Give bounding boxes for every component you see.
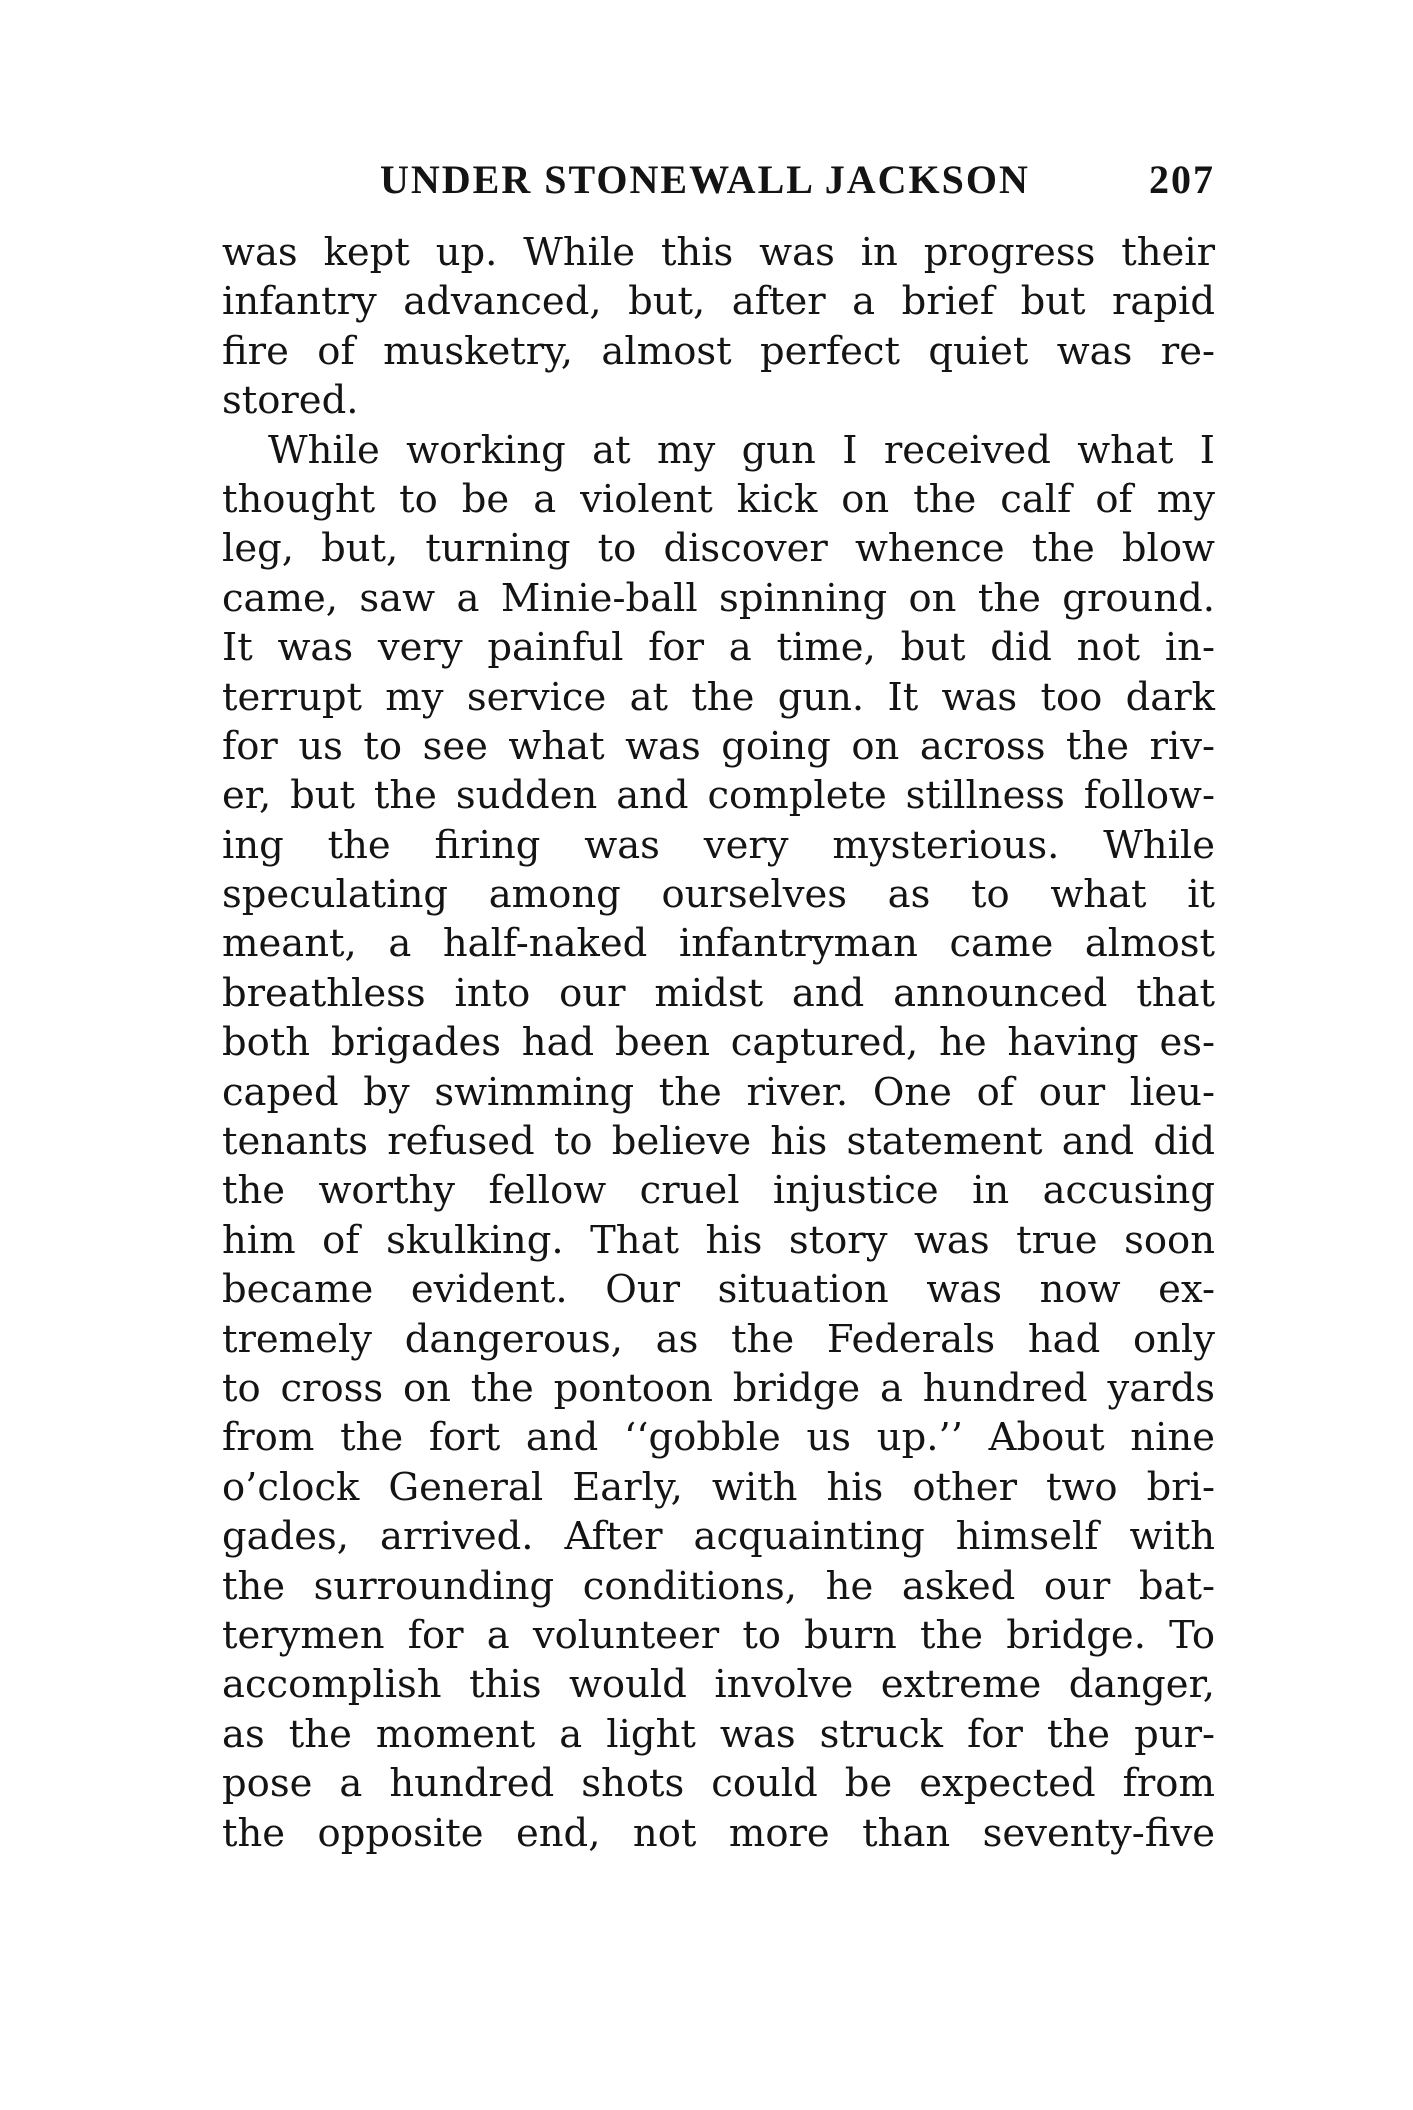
text-line: to cross on the pontoon bridge a hundred yards xyxy=(222,1365,1215,1411)
text-line: from the fort and ‘‘gobble us up.’’ About nine xyxy=(222,1415,1215,1461)
text-line: gades, arrived. After acquainting himself with xyxy=(222,1514,1215,1560)
text-line: meant, a half-naked infantryman came almost xyxy=(222,921,1215,967)
text-line: accomplish this would involve extreme danger, xyxy=(222,1662,1215,1708)
text-line: leg, but, turning to discover whence the blow xyxy=(222,526,1215,572)
text-line: infantry advanced, but, after a brief but rapid xyxy=(222,279,1215,325)
running-title: UNDER STONEWALL JACKSON xyxy=(380,157,1030,202)
text-line: speculating among ourselves as to what it xyxy=(222,872,1215,918)
text-line: fire of musketry, almost perfect quiet was re- xyxy=(222,328,1215,374)
text-line: the surrounding conditions, he asked our bat- xyxy=(222,1563,1215,1609)
text-line: It was very painful for a time, but did not in- xyxy=(222,625,1215,671)
text-line: o’clock General Early, with his other two bri- xyxy=(222,1464,1215,1510)
text-line: er, but the sudden and complete stillness follow- xyxy=(222,773,1215,819)
text-line: became evident. Our situation was now ex- xyxy=(222,1267,1215,1313)
running-head xyxy=(380,150,1215,210)
text-line: terrupt my service at the gun. It was too dark xyxy=(222,674,1215,720)
text-line: caped by swimming the river. One of our lieu- xyxy=(222,1069,1215,1115)
text-line: for us to see what was going on across the riv- xyxy=(222,723,1215,769)
text-line: both brigades had been captured, he having es- xyxy=(222,1020,1215,1066)
body-text xyxy=(222,228,1215,1858)
text-line: stored. xyxy=(222,378,359,424)
text-line: ing the firing was very mysterious. While xyxy=(222,822,1215,868)
text-line: thought to be a violent kick on the calf of my xyxy=(222,476,1215,522)
text-line: tenants refused to believe his statement and did xyxy=(222,1119,1215,1165)
text-line: breathless into our midst and announced that xyxy=(222,970,1215,1016)
text-line: as the moment a light was struck for the pur- xyxy=(222,1711,1215,1757)
text-line: pose a hundred shots could be expected from xyxy=(222,1761,1215,1807)
text-line: tremely dangerous, as the Federals had only xyxy=(222,1316,1215,1362)
text-line: the worthy fellow cruel injustice in accusing xyxy=(222,1168,1215,1214)
text-line: was kept up. While this was in progress their xyxy=(222,230,1215,275)
text-line: him of skulking. That his story was true soon xyxy=(222,1217,1215,1263)
text-line: terymen for a volunteer to burn the bridge. To xyxy=(222,1612,1215,1658)
page-number: 207 xyxy=(1149,157,1215,202)
paragraph-first-line: While working at my gun I received what I xyxy=(268,427,1215,473)
text-line: came, saw a Minie-ball spinning on the ground. xyxy=(222,575,1215,621)
text-line: the opposite end, not more than seventy-five xyxy=(222,1810,1215,1856)
